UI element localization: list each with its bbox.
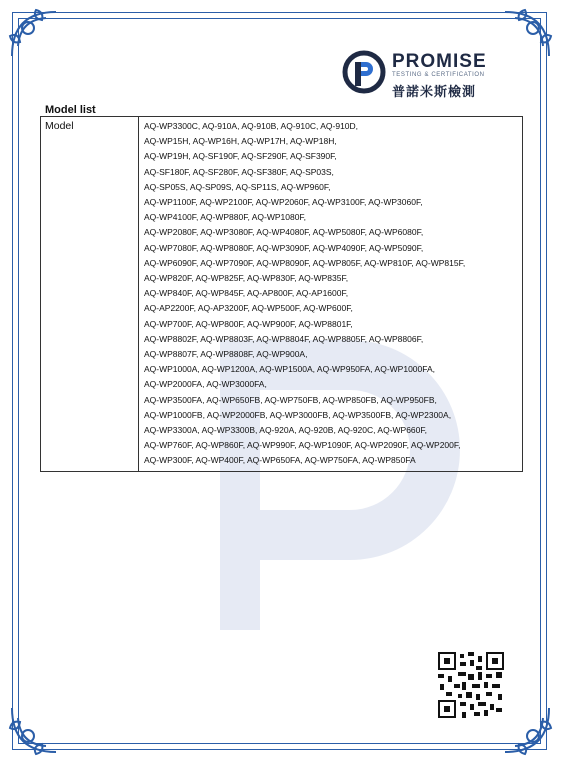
table-label-cell: Model	[41, 117, 139, 472]
model-line: AQ-WP19H, AQ-SF190F, AQ-SF290F, AQ-SF390F,	[144, 151, 337, 162]
model-list-table	[40, 116, 523, 472]
corner-ornament-icon	[495, 6, 555, 66]
model-line: AQ-WP760F, AQ-WP860F, AQ-WP990F, AQ-WP1090F, AQ-WP2090F, AQ-WP200F,	[144, 440, 461, 451]
model-line: AQ-SP05S, AQ-SP09S, AQ-SP11S, AQ-WP960F,	[144, 181, 331, 192]
logo-chinese-name: 普諾米斯檢測	[392, 84, 477, 99]
model-line: AQ-WP8807F, AQ-WP8808F, AQ-WP900A,	[144, 349, 308, 360]
logo-tagline: TESTING & CERTIFICATION	[392, 72, 485, 78]
model-line: AQ-WP6090F, AQ-WP7090F, AQ-WP8090F, AQ-WP805F, AQ-WP810F, AQ-WP815F,	[144, 257, 466, 268]
section-title: Model list	[45, 104, 96, 116]
model-line: AQ-WP820F, AQ-WP825F, AQ-WP830F, AQ-WP835F,	[144, 273, 349, 284]
model-line: AQ-WP7080F, AQ-WP8080F, AQ-WP3090F, AQ-WP4090F, AQ-WP5090F,	[144, 242, 424, 253]
model-line: AQ-WP840F, AQ-WP845F, AQ-AP800F, AQ-AP1600F,	[144, 288, 349, 299]
model-line: AQ-WP700F, AQ-WP800F, AQ-WP900F, AQ-WP8801F,	[144, 318, 353, 329]
model-line: AQ-WP4100F, AQ-WP880F, AQ-WP1080F,	[144, 212, 307, 223]
model-line: AQ-WP1000FB, AQ-WP2000FB, AQ-WP3000FB, AQ-WP3500FB, AQ-WP2300A,	[144, 409, 452, 420]
model-line: AQ-WP2000FA, AQ-WP3000FA,	[144, 379, 267, 390]
model-line: AQ-AP2200F, AQ-AP3200F, AQ-WP500F, AQ-WP600F,	[144, 303, 353, 314]
qr-code-icon	[438, 652, 504, 718]
model-line: AQ-WP1100F, AQ-WP2100F, AQ-WP2060F, AQ-WP3100F, AQ-WP3060F,	[144, 197, 423, 208]
corner-ornament-icon	[495, 698, 555, 758]
model-line: AQ-WP15H, AQ-WP16H, AQ-WP17H, AQ-WP18H,	[144, 136, 337, 147]
corner-ornament-icon	[6, 698, 66, 758]
model-line: AQ-WP3500FA, AQ-WP650FB, AQ-WP750FB, AQ-WP850FB, AQ-WP950FB,	[144, 394, 437, 405]
model-line: AQ-WP3300A, AQ-WP3300B, AQ-920A, AQ-920B, AQ-920C, AQ-WP660F,	[144, 425, 427, 436]
model-line: AQ-WP1000A, AQ-WP1200A, AQ-WP1500A, AQ-WP950FA, AQ-WP1000FA,	[144, 364, 436, 375]
model-line: AQ-WP2080F, AQ-WP3080F, AQ-WP4080F, AQ-WP5080F, AQ-WP6080F,	[144, 227, 424, 238]
model-line: AQ-WP8802F, AQ-WP8803F, AQ-WP8804F, AQ-WP8805F, AQ-WP8806F,	[144, 333, 424, 344]
table-model-cell	[139, 117, 523, 472]
table-row	[41, 117, 523, 472]
corner-ornament-icon	[6, 6, 66, 66]
model-line: AQ-SF180F, AQ-SF280F, AQ-SF380F, AQ-SP03S,	[144, 166, 334, 177]
logo-brand-name: PROMISE	[392, 51, 487, 72]
promise-logo-icon	[342, 50, 386, 94]
company-logo	[342, 50, 502, 100]
model-line: AQ-WP3300C, AQ-910A, AQ-910B, AQ-910C, AQ-910D,	[144, 121, 359, 131]
model-line: AQ-WP300F, AQ-WP400F, AQ-WP650FA, AQ-WP750FA, AQ-WP850FA	[144, 455, 416, 466]
